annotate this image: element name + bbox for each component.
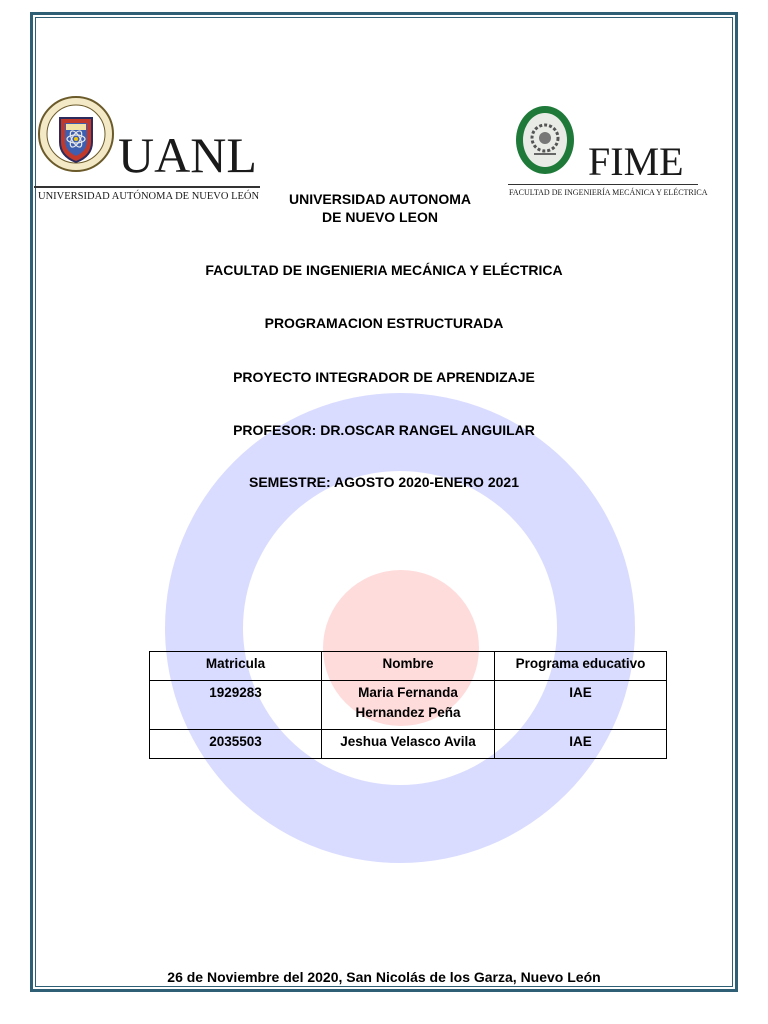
cell-nombre — [322, 730, 495, 759]
table-header-row — [150, 652, 667, 681]
professor-line: PROFESOR: DR.OSCAR RANGEL ANGUILAR — [233, 422, 535, 438]
uanl-divider — [34, 186, 260, 188]
table-row — [150, 730, 667, 759]
university-name — [280, 190, 480, 226]
cell-nombre-line-1: Jeshua Velasco Avila — [340, 734, 476, 749]
uanl-caption: UNIVERSIDAD AUTÓNOMA DE NUEVO LEÓN — [38, 191, 260, 202]
cell-nombre-line-1: Maria Fernanda — [358, 685, 458, 700]
university-line-1: UNIVERSIDAD AUTONOMA — [288, 191, 471, 207]
fime-seal-icon — [514, 104, 576, 176]
table-row — [150, 681, 667, 730]
uanl-seal-icon — [38, 96, 114, 172]
faculty-title: FACULTAD DE INGENIERIA MECÁNICA Y ELÉCTRICA — [205, 262, 563, 278]
footer-date-place: 26 de Noviembre del 2020, San Nicolás de los Garza, Nuevo León — [167, 969, 601, 985]
uanl-logo — [34, 90, 264, 210]
cell-programa: IAE — [495, 730, 667, 759]
fime-caption: FACULTAD DE INGENIERÍA MECÁNICA Y ELÉCTRICA — [509, 188, 708, 197]
course-title: PROGRAMACION ESTRUCTURADA — [264, 315, 504, 331]
header-programa: Programa educativo — [495, 652, 667, 681]
cell-nombre-line-2: Hernandez Peña — [355, 705, 461, 720]
header-matricula: Matricula — [150, 652, 322, 681]
students-table — [149, 651, 667, 759]
fime-wordmark: FIME — [588, 139, 684, 184]
uanl-wordmark: UANL — [118, 127, 257, 183]
header-nombre: Nombre — [322, 652, 495, 681]
cell-matricula: 1929283 — [150, 681, 322, 730]
cell-nombre — [322, 681, 495, 730]
cell-programa: IAE — [495, 681, 667, 730]
fime-divider — [508, 184, 698, 185]
cell-matricula: 2035503 — [150, 730, 322, 759]
project-title: PROYECTO INTEGRADOR DE APRENDIZAJE — [233, 369, 535, 385]
semester-line: SEMESTRE: AGOSTO 2020-ENERO 2021 — [249, 474, 519, 490]
fime-logo — [506, 100, 708, 205]
university-line-2: DE NUEVO LEON — [322, 209, 438, 225]
